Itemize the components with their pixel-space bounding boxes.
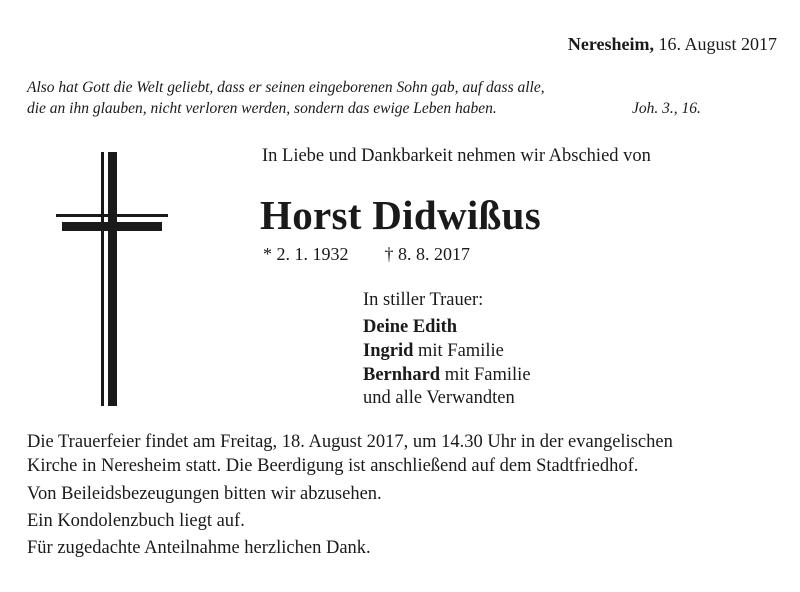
place-date (568, 34, 777, 55)
funeral-info-line-1: Die Trauerfeier findet am Freitag, 18. August 2017, um 14.30 Uhr in der evangelischen (27, 432, 673, 452)
mourner-suffix: mit Familie (440, 365, 531, 385)
death-date: † 8. 8. 2017 (384, 244, 470, 264)
mourner-line (363, 341, 504, 362)
thanks-note: Für zugedachte Anteilnahme herzlichen Dank. (27, 538, 371, 558)
mourner-name: Deine Edith (363, 317, 458, 337)
mourner-name: Ingrid (363, 341, 414, 361)
place-name: Neresheim, (567, 34, 654, 54)
birth-date: * 2. 1. 1932 (263, 244, 349, 264)
bible-verse-reference: Joh. 3., 16. (632, 100, 701, 117)
mourner-line (363, 317, 457, 338)
funeral-info-line-2: Kirche in Neresheim statt. Die Beerdigung ist anschließend auf dem Stadtfriedhof. (27, 456, 639, 476)
mourner-line: und alle Verwandten (363, 388, 515, 408)
farewell-intro: In Liebe und Dankbarkeit nehmen wir Abschied von (262, 146, 651, 166)
mourner-name: Bernhard (363, 365, 441, 385)
bible-verse-line-1: Also hat Gott die Welt geliebt, dass er seinen eingeborenen Sohn gab, auf dass alle, (27, 79, 545, 96)
mourners-heading: In stiller Trauer: (363, 290, 484, 310)
life-dates (263, 244, 470, 265)
deceased-name: Horst Didwißus (260, 192, 542, 238)
bible-verse-line-2: die an ihn glauben, nicht verloren werden, sondern das ewige Leben haben. (27, 100, 497, 117)
cross-icon (56, 152, 168, 406)
notice-date: 16. August 2017 (658, 34, 777, 54)
condolence-note: Von Beileidsbezeugungen bitten wir abzusehen. (27, 484, 382, 504)
condolence-book-note: Ein Kondolenzbuch liegt auf. (27, 511, 245, 531)
mourner-line (363, 365, 531, 386)
mourner-suffix: mit Familie (413, 341, 504, 361)
